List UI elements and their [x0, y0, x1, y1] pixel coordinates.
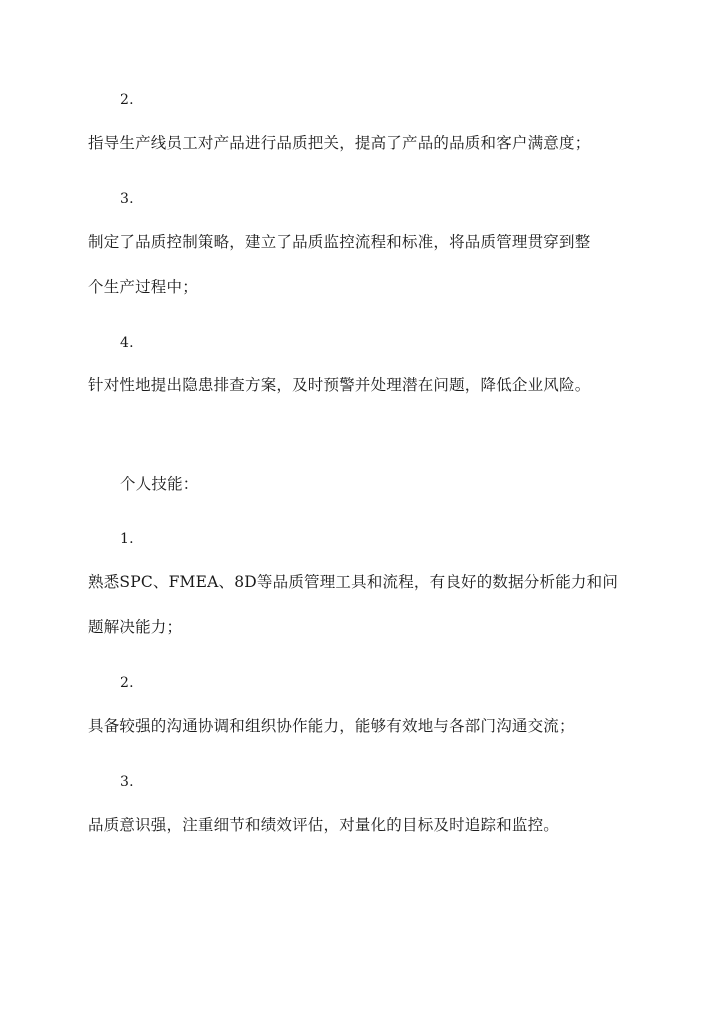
list-number: 3. [120, 774, 134, 790]
list-number: 1. [120, 531, 134, 547]
list-number: 3. [120, 191, 134, 207]
paragraph: 制定了品质控制策略，建立了品质监控流程和标准，将品质管理贯穿到整 [88, 233, 591, 251]
list-number: 4. [120, 335, 134, 351]
section-heading: 个人技能： [120, 475, 199, 493]
paragraph: 指导生产线员工对产品进行品质把关，提高了产品的品质和客户满意度； [88, 134, 591, 152]
list-number: 2. [120, 675, 134, 691]
paragraph: 品质意识强，注重细节和绩效评估，对量化的目标及时追踪和监控。 [88, 816, 560, 834]
paragraph: 具备较强的沟通协调和组织协作能力，能够有效地与各部门沟通交流； [88, 717, 575, 735]
paragraph-continuation: 个生产过程中； [88, 278, 198, 296]
paragraph: 针对性地提出隐患排查方案，及时预警并处理潜在问题，降低企业风险。 [88, 376, 591, 394]
paragraph-continuation: 题解决能力； [88, 618, 183, 636]
list-number: 2. [120, 92, 134, 108]
paragraph: 熟悉SPC、FMEA、8D等品质管理工具和流程，有良好的数据分析能力和问 [88, 573, 619, 591]
